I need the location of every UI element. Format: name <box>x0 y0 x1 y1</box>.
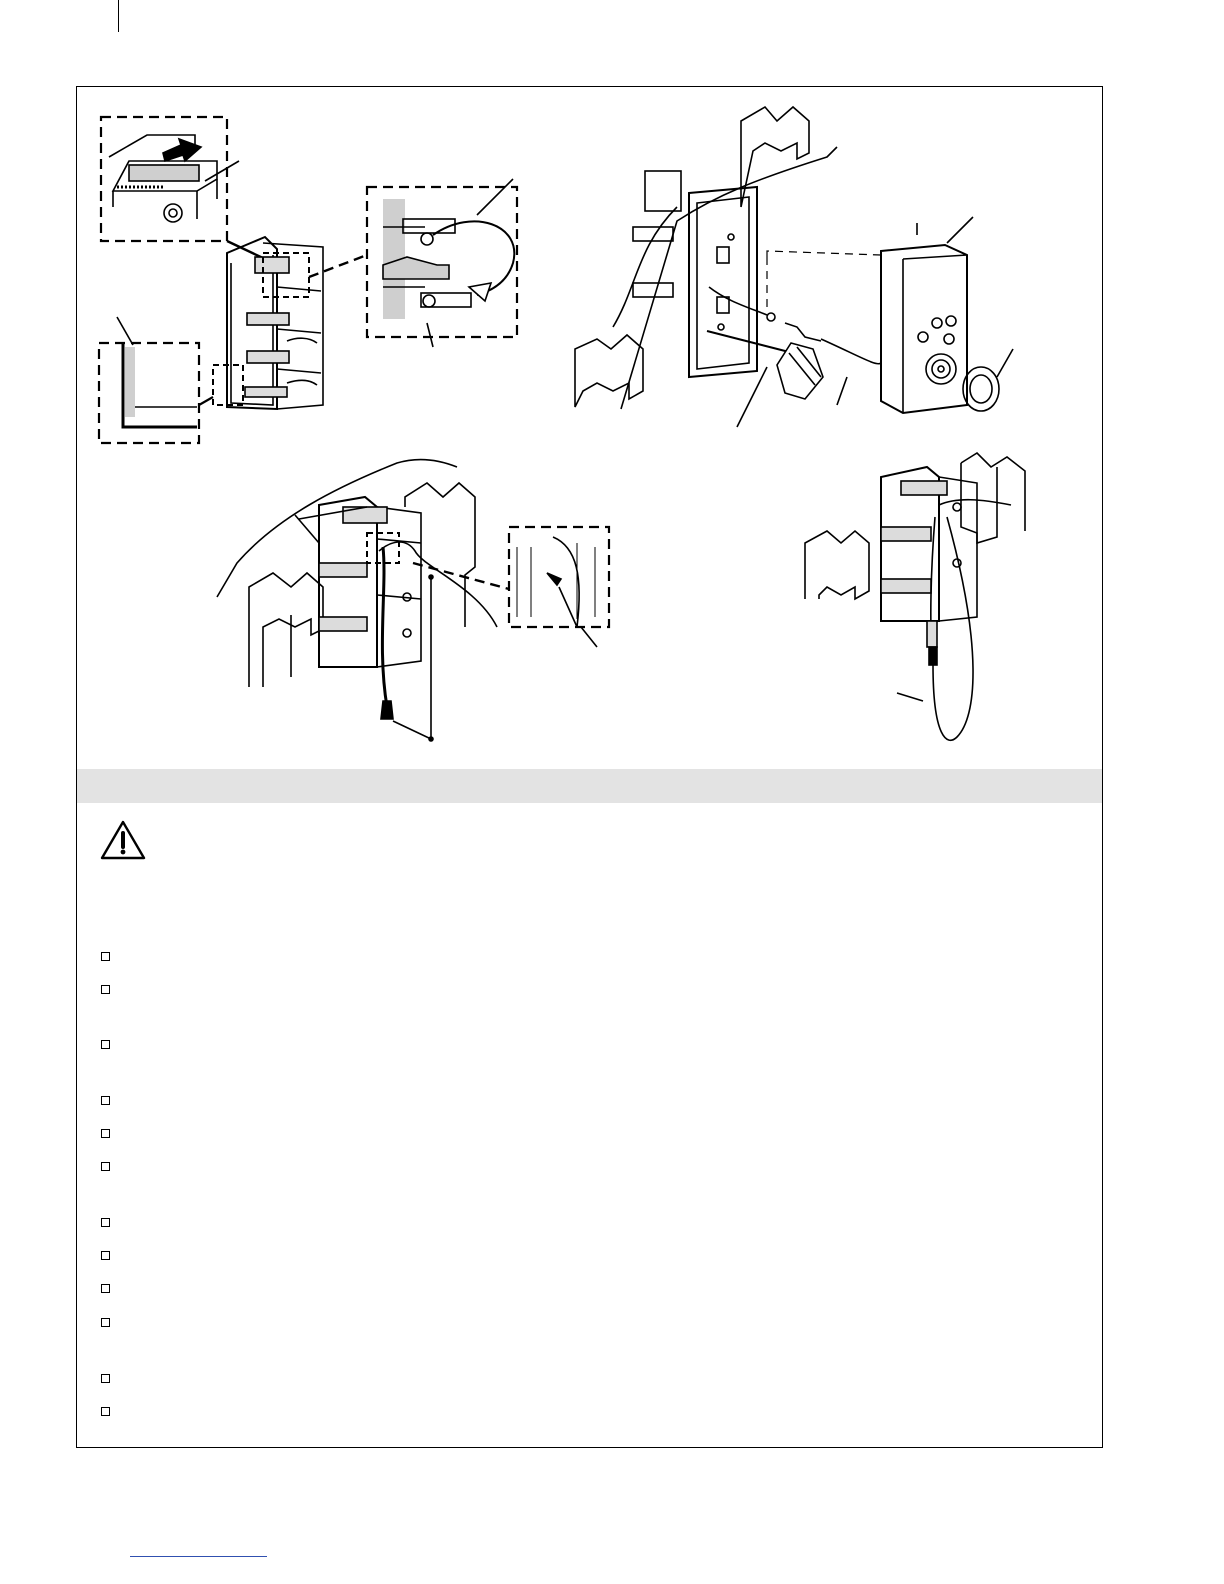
checkbox-icon[interactable] <box>101 1318 110 1327</box>
checkbox-icon[interactable] <box>101 1040 110 1049</box>
cable-routing-panel <box>217 460 609 741</box>
top-margin-rule <box>118 0 119 32</box>
installation-illustration <box>77 87 1102 769</box>
warning-triangle-icon <box>99 819 147 861</box>
list-item <box>101 1404 1081 1420</box>
checkbox-icon[interactable] <box>101 1129 110 1138</box>
valve-detail-panel <box>99 117 517 443</box>
checkbox-icon[interactable] <box>101 1162 110 1171</box>
checkbox-icon[interactable] <box>101 952 110 961</box>
checkbox-icon[interactable] <box>101 1374 110 1383</box>
list-item <box>101 1159 1081 1175</box>
connected-cable-panel <box>805 453 1025 740</box>
list-item <box>101 1248 1081 1264</box>
checkbox-icon[interactable] <box>101 1407 110 1416</box>
list-item <box>101 949 1081 965</box>
checkbox-icon[interactable] <box>101 1218 110 1227</box>
trim-install-panel <box>575 107 1013 427</box>
checkbox-icon[interactable] <box>101 1096 110 1105</box>
list-item <box>101 982 1081 998</box>
list-item <box>101 1093 1081 1109</box>
list-item <box>101 1315 1081 1331</box>
checkbox-icon[interactable] <box>101 1251 110 1260</box>
list-item <box>101 1037 1081 1053</box>
list-item <box>101 1371 1081 1387</box>
section-header-band <box>77 769 1102 803</box>
page-frame <box>76 86 1103 1448</box>
footer-link-underline[interactable] <box>130 1556 267 1557</box>
checkbox-icon[interactable] <box>101 1284 110 1293</box>
list-item <box>101 1281 1081 1297</box>
list-item <box>101 1126 1081 1142</box>
checkbox-icon[interactable] <box>101 985 110 994</box>
list-item <box>101 1215 1081 1231</box>
